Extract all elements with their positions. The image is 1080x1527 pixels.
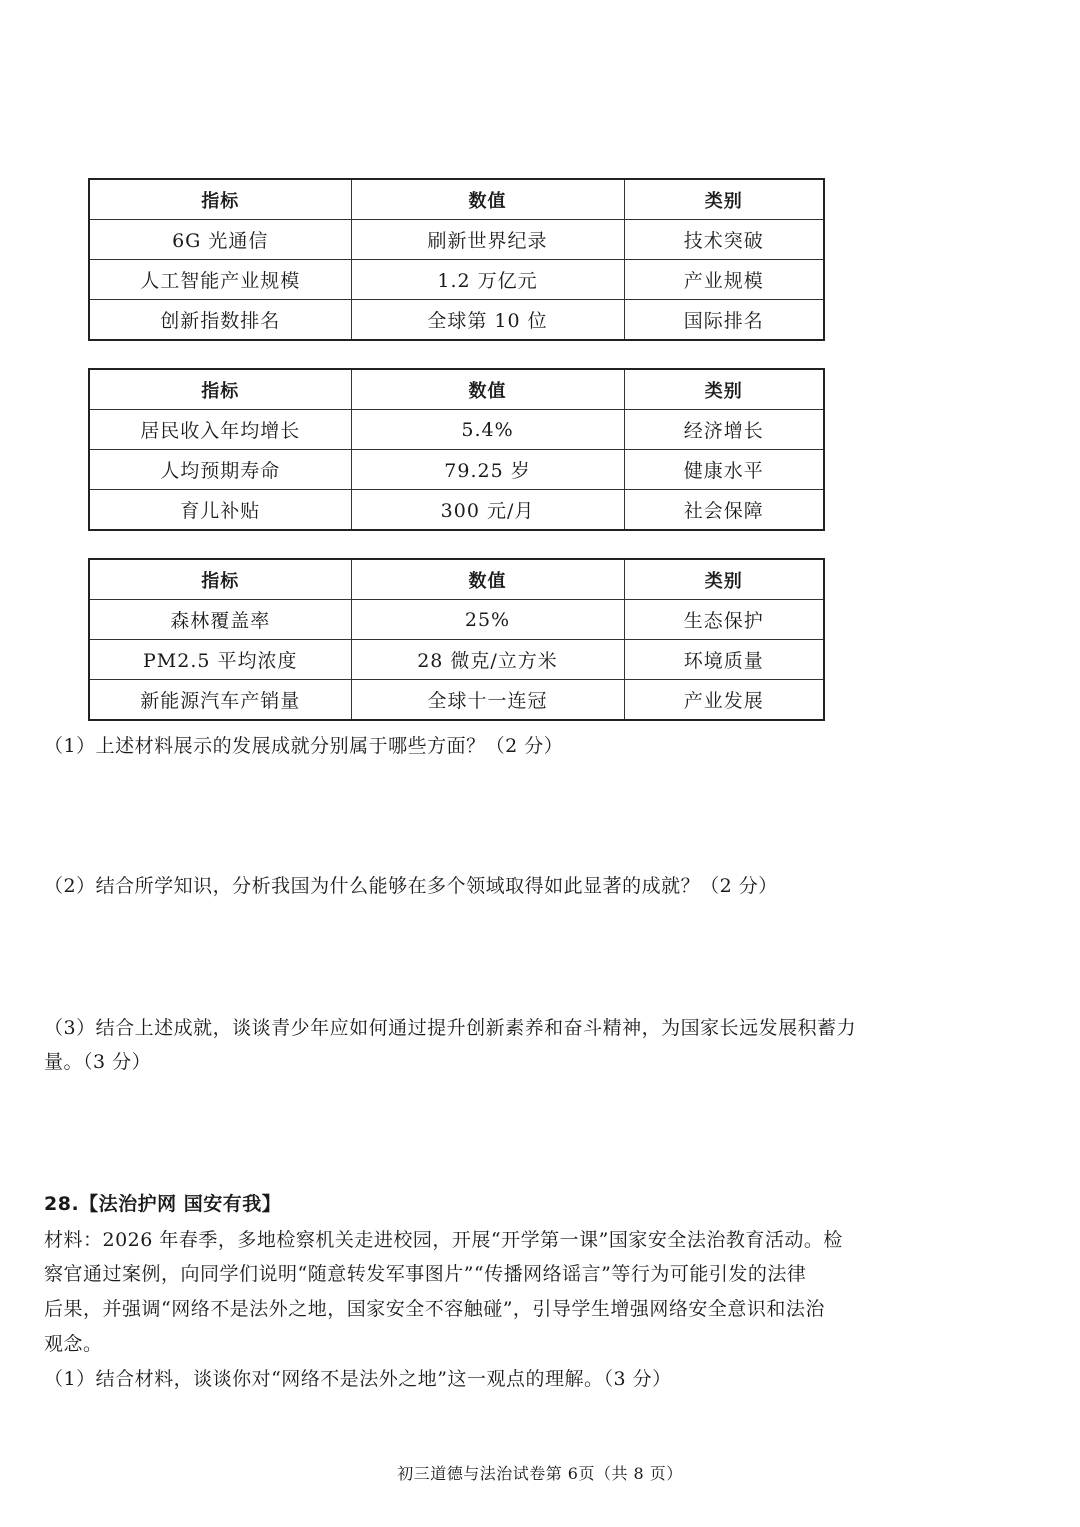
header-indicator: 指标: [89, 369, 351, 410]
table-cell: 森林覆盖率: [89, 600, 351, 640]
table-cell: 人均预期寿命: [89, 450, 351, 490]
header-value: 数值: [351, 369, 624, 410]
section-28-question-1: （1）结合材料，谈谈你对“网络不是法外之地”这一观点的理解。（3 分）: [44, 1368, 672, 1390]
table-cell: 刷新世界纪录: [351, 220, 624, 260]
section-28-title: 28.【法治护网 国安有我】: [44, 1193, 282, 1215]
table-cell: 生态保护: [624, 600, 824, 640]
table-cell: 技术突破: [624, 220, 824, 260]
table-row: [89, 220, 824, 260]
table-row: [89, 680, 824, 721]
question-1: （1）上述材料展示的发展成就分别属于哪些方面？（2 分）: [44, 735, 564, 757]
achievement-table-ecology: [88, 558, 825, 721]
table-cell: 300 元/月: [351, 490, 624, 531]
table-cell: 6G 光通信: [89, 220, 351, 260]
table-cell: PM2.5 平均浓度: [89, 640, 351, 680]
material-line-1: 材料：2026 年春季，多地检察机关走进校园，开展“开学第一课”国家安全法治教育活动。检: [44, 1229, 843, 1251]
table-cell: 健康水平: [624, 450, 824, 490]
question-2: （2）结合所学知识，分析我国为什么能够在多个领域取得如此显著的成就？（2 分）: [44, 875, 778, 897]
table-row: [89, 640, 824, 680]
material-line-3: 后果，并强调“网络不是法外之地，国家安全不容触碰”，引导学生增强网络安全意识和法治: [44, 1298, 825, 1320]
table-cell: 环境质量: [624, 640, 824, 680]
header-category: 类别: [624, 559, 824, 600]
table-cell: 1.2 万亿元: [351, 260, 624, 300]
table-cell: 社会保障: [624, 490, 824, 531]
table-header-row: [89, 179, 824, 220]
header-category: 类别: [624, 369, 824, 410]
header-indicator: 指标: [89, 559, 351, 600]
table-cell: 全球十一连冠: [351, 680, 624, 721]
table-header-row: [89, 559, 824, 600]
header-category: 类别: [624, 179, 824, 220]
table-cell: 28 微克/立方米: [351, 640, 624, 680]
header-value: 数值: [351, 559, 624, 600]
material-line-4: 观念。: [44, 1333, 103, 1355]
table-cell: 育儿补贴: [89, 490, 351, 531]
table-cell: 5.4%: [351, 410, 624, 450]
table-row: [89, 260, 824, 300]
table-cell: 产业规模: [624, 260, 824, 300]
table-row: [89, 410, 824, 450]
achievement-table-technology: [88, 178, 825, 341]
table-cell: 25%: [351, 600, 624, 640]
table-cell: 国际排名: [624, 300, 824, 341]
table-row: [89, 490, 824, 531]
header-value: 数值: [351, 179, 624, 220]
table-cell: 经济增长: [624, 410, 824, 450]
table-row: [89, 600, 824, 640]
page-footer: 初三道德与法治试卷第 6页（共 8 页）: [397, 1464, 683, 1483]
table-cell: 人工智能产业规模: [89, 260, 351, 300]
table-cell: 创新指数排名: [89, 300, 351, 341]
achievement-table-livelihood: [88, 368, 825, 531]
table-cell: 产业发展: [624, 680, 824, 721]
material-line-2: 察官通过案例，向同学们说明“随意转发军事图片”“传播网络谣言”等行为可能引发的法律: [44, 1263, 807, 1285]
table-cell: 居民收入年均增长: [89, 410, 351, 450]
table-cell: 新能源汽车产销量: [89, 680, 351, 721]
table-row: [89, 450, 824, 490]
question-3-line-2: 量。（3 分）: [44, 1051, 152, 1073]
table-header-row: [89, 369, 824, 410]
table-cell: 全球第 10 位: [351, 300, 624, 341]
question-3-line-1: （3）结合上述成就，谈谈青少年应如何通过提升创新素养和奋斗精神，为国家长远发展积蓄力: [44, 1017, 857, 1039]
header-indicator: 指标: [89, 179, 351, 220]
table-row: [89, 300, 824, 341]
table-cell: 79.25 岁: [351, 450, 624, 490]
